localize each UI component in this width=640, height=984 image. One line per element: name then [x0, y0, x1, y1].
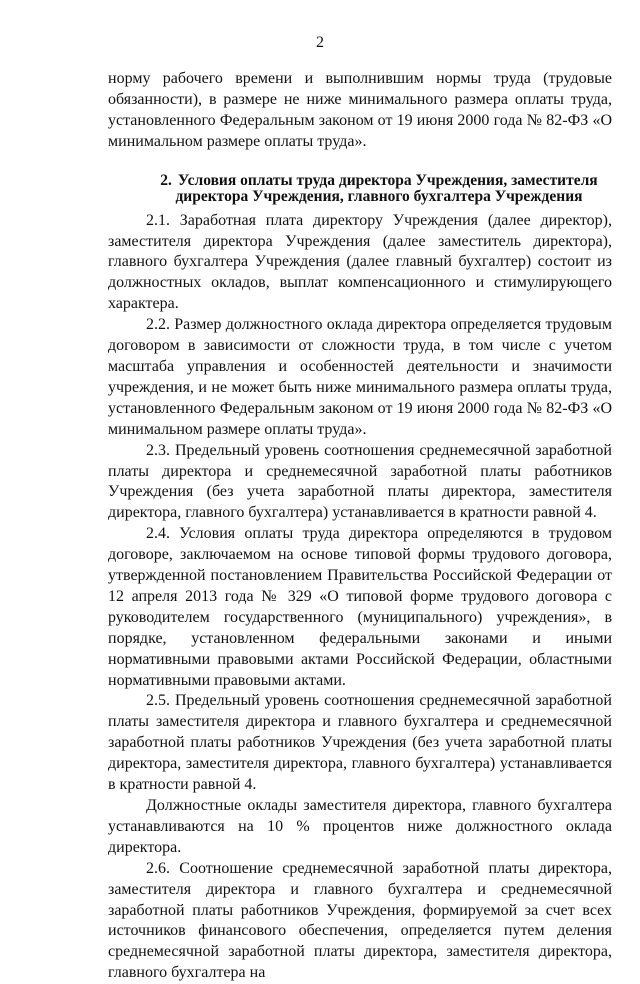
paragraph-2-4: 2.4. Условия оплаты труда директора определяются в трудовом договоре, заключаемом на основе типовой формы трудового договора, утвержденной постановлением Правительства Российской Федерации от 12 апреля 2013 года № 329 «О типовой форме трудового договора с руководителем государственного (муниципального) учреждения», в порядке, установленном федеральными законами и иными нормативными правовыми актами Российской Федерации, областными нормативными правовыми актами.	[108, 525, 612, 689]
section-heading-text: Условия оплаты труда директора Учреждения, заместителя директора Учреждения, главного бухгалтера Учреждения	[175, 171, 598, 206]
section-heading	[108, 173, 612, 206]
paragraph-2-1: 2.1. Заработная плата директору Учреждения (далее директор), заместителя директора Учреждения (далее заместитель директора), главного бухгалтера Учреждения (далее главный бухгалтер) состоит из должностных окладов, выплат компенсационного и стимулирующего характера.	[108, 211, 612, 313]
section-heading-number: 2.	[160, 171, 172, 189]
paragraph-continuation: норму рабочего времени и выполнившим нормы труда (трудовые обязанности), в размере не ниже минимального размера оплаты труда, установленного Федеральным законом от 19 июня 2000 года № 82-ФЗ «О минимальном размере оплаты труда».	[108, 70, 612, 150]
page-number: 2	[316, 34, 324, 51]
paragraph-2-3: 2.3. Предельный уровень соотношения среднемесячной заработной платы директора и среднемесячной заработной платы работников Учреждения (без учета заработной платы директора, заместителя директора, главного бухгалтера) устанавливается в кратности равной 4.	[108, 441, 612, 522]
paragraph-2-5-extra: Должностные оклады заместителя директора, главного бухгалтера устанавливаются на 10 % процентов ниже должностного оклада директора.	[108, 797, 612, 856]
paragraph-2-5: 2.5. Предельный уровень соотношения среднемесячной заработной платы заместителя директора и главного бухгалтера и среднемесячной заработной платы работников Учреждения (без учета заработной платы директора, заместителя директора, главного бухгалтера) устанавливается в кратности равной 4.	[108, 692, 612, 794]
paragraph-2-6: 2.6. Соотношение среднемесячной заработной платы директора, заместителя директора и главного бухгалтера и среднемесячной заработной платы работников Учреждения, формируемой за счет всех источников финансового обеспечения, определяется путем деления среднемесячной заработной платы директора, заместителя директора, главного бухгалтера на	[108, 859, 612, 982]
document-body	[108, 69, 612, 984]
paragraph-2-2: 2.2. Размер должностного оклада директора определяется трудовым договором в зависимости от сложности труда, в том числе с учетом масштаба управления и особенностей деятельности и значимости учреждения, и не может быть ниже минимального размера оплаты труда, установленного Федеральным законом от 19 июня 2000 года № 82-ФЗ «О минимальном размере оплаты труда».	[108, 316, 612, 438]
